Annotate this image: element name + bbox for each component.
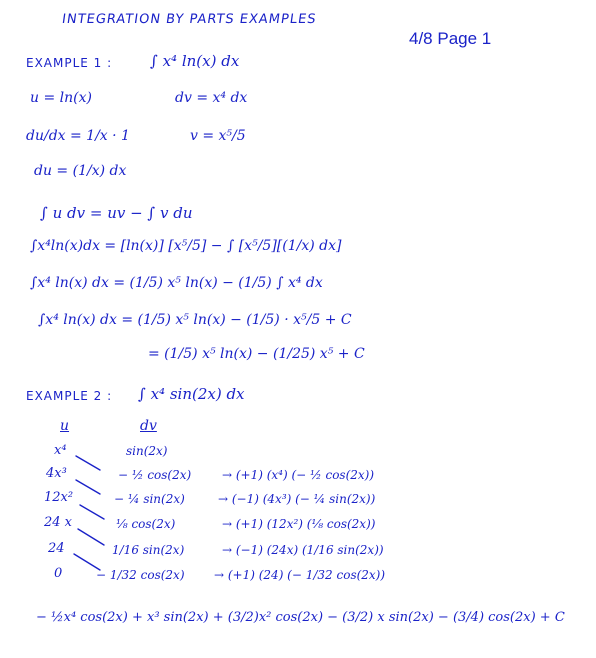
example1-u: u = ln(x) [30, 90, 92, 106]
example2-col-dv: dv [140, 418, 157, 434]
row-term: → (−1) (24x) (1/16 sin(2x)) [222, 543, 384, 557]
example1-du-dx: du/dx = 1/x · 1 [26, 128, 130, 144]
example1-v: v = x⁵/5 [190, 128, 246, 144]
row-u: 12x² [44, 490, 74, 505]
row-term: → (+1) (12x²) (⅛ cos(2x)) [222, 517, 376, 531]
row-u: 4x³ [46, 466, 67, 481]
row-u: x⁴ [54, 443, 67, 458]
example1-integral: ∫ x⁴ ln(x) dx [150, 52, 240, 70]
row-dv: − ½ cos(2x) [118, 468, 192, 482]
row-dv: − ¼ sin(2x) [114, 492, 185, 506]
row-dv: − 1/32 cos(2x) [96, 568, 185, 582]
example1-label: EXAMPLE 1 : [26, 56, 113, 70]
page-title: INTEGRATION BY PARTS EXAMPLES [60, 12, 318, 27]
row-term: → (+1) (x⁴) (− ½ cos(2x)) [222, 468, 375, 482]
example1-step4: = (1/5) x⁵ ln(x) − (1/25) x⁵ + C [148, 346, 365, 362]
row-term: → (−1) (4x³) (− ¼ sin(2x)) [218, 492, 376, 506]
example1-formula: ∫ u dv = uv − ∫ v du [40, 204, 193, 222]
row-dv: 1/16 sin(2x) [112, 543, 185, 557]
example2-integral: ∫ x⁴ sin(2x) dx [138, 385, 245, 403]
row-u: 24 x [44, 515, 73, 530]
example1-du: du = (1/x) dx [34, 163, 127, 179]
example2-result: − ½x⁴ cos(2x) + x³ sin(2x) + (3/2)x² cos(2x) − (3/2) x sin(2x) − (3/4) cos(2x) + C [36, 610, 565, 625]
row-dv: sin(2x) [126, 444, 168, 458]
row-dv: ⅛ cos(2x) [116, 517, 176, 531]
row-term: → (+1) (24) (− 1/32 cos(2x)) [214, 568, 386, 582]
example2-col-u: u [60, 418, 70, 434]
row-u: 0 [54, 566, 63, 581]
example1-step1: ∫x⁴ln(x)dx = [ln(x)] [x⁵/5] − ∫ [x⁵/5][(1/x) dx] [30, 238, 342, 254]
page-number: 4/8 Page 1 [409, 29, 492, 48]
example1-step3: ∫x⁴ ln(x) dx = (1/5) x⁵ ln(x) − (1/5) · x⁵/5 + C [38, 312, 352, 328]
example2-label: EXAMPLE 2 : [26, 389, 113, 403]
example1-step2: ∫x⁴ ln(x) dx = (1/5) x⁵ ln(x) − (1/5) ∫ x⁴ dx [30, 275, 323, 291]
row-u: 24 [48, 541, 65, 556]
example1-dv: dv = x⁴ dx [175, 90, 248, 106]
